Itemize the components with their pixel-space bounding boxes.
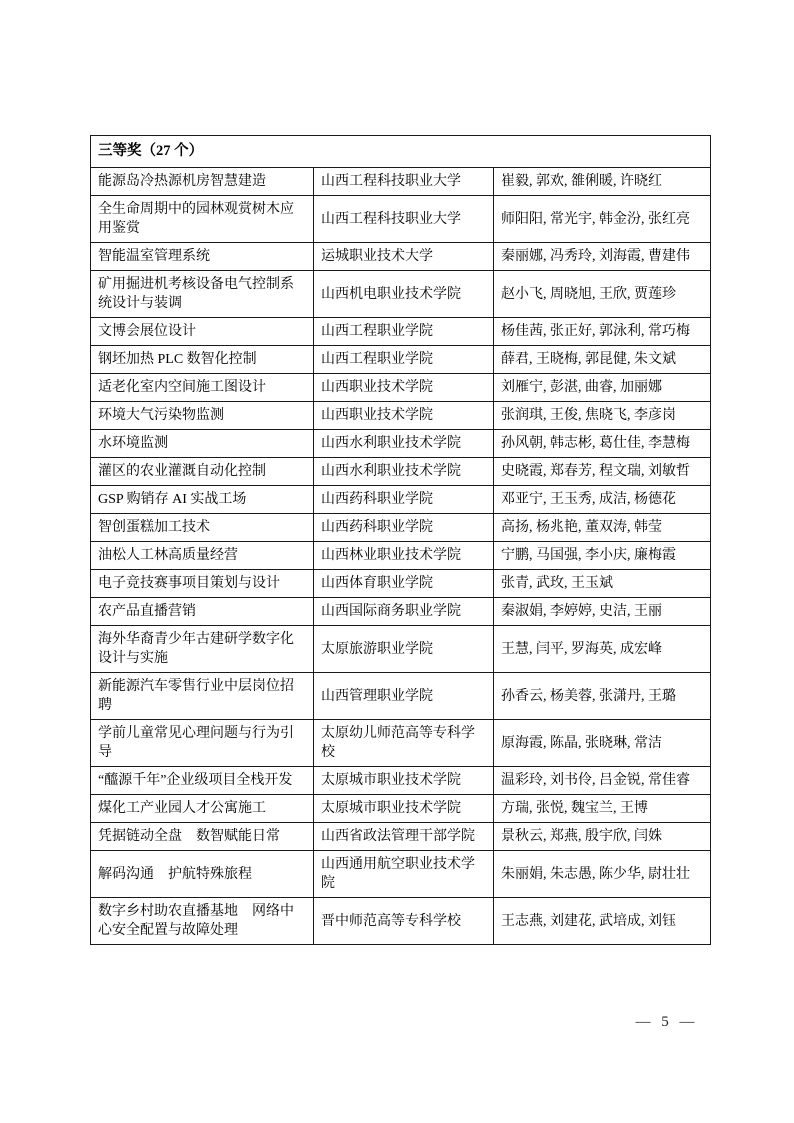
team-members-cell: 景秋云, 郑燕, 殷宇欣, 闫姝 (494, 823, 711, 851)
school-name-cell: 山西水利职业技术学院 (314, 430, 494, 458)
section-header-label: 三等奖（27 个） (91, 136, 711, 168)
school-name-cell: 山西管理职业学院 (314, 673, 494, 720)
table-row (91, 851, 711, 898)
school-name-cell: 山西职业技术学院 (314, 374, 494, 402)
table-row (91, 795, 711, 823)
school-name-cell: 太原幼儿师范高等专科学校 (314, 720, 494, 767)
project-name-cell: 智创蛋糕加工技术 (91, 514, 314, 542)
team-members-cell: 赵小飞, 周晓旭, 王欣, 贾莲珍 (494, 271, 711, 318)
table-row (91, 626, 711, 673)
project-name-cell: 智能温室管理系统 (91, 243, 314, 271)
school-name-cell: 山西体育职业学院 (314, 570, 494, 598)
table-row (91, 598, 711, 626)
school-name-cell: 山西工程科技职业大学 (314, 196, 494, 243)
table-row (91, 458, 711, 486)
project-name-cell: 解码沟通 护航特殊旅程 (91, 851, 314, 898)
section-header-row (91, 136, 711, 168)
table-row (91, 486, 711, 514)
team-members-cell: 秦淑娟, 李婷婷, 史洁, 王丽 (494, 598, 711, 626)
team-members-cell: 杨佳茜, 张正好, 郭泳利, 常巧梅 (494, 318, 711, 346)
team-members-cell: 孙香云, 杨美蓉, 张潇丹, 王璐 (494, 673, 711, 720)
project-name-cell: 油松人工林高质量经营 (91, 542, 314, 570)
team-members-cell: 师阳阳, 常光宇, 韩金汾, 张红亮 (494, 196, 711, 243)
team-members-cell: 王慧, 闫平, 罗海英, 成宏峰 (494, 626, 711, 673)
table-row (91, 430, 711, 458)
project-name-cell: 环境大气污染物监测 (91, 402, 314, 430)
team-members-cell: 朱丽娟, 朱志愚, 陈少华, 尉壮壮 (494, 851, 711, 898)
school-name-cell: 山西水利职业技术学院 (314, 458, 494, 486)
school-name-cell: 太原旅游职业学院 (314, 626, 494, 673)
award-table-body (91, 168, 711, 945)
page-number: — 5 — (635, 1014, 695, 1030)
team-members-cell: 邓亚宁, 王玉秀, 成洁, 杨德花 (494, 486, 711, 514)
project-name-cell: 农产品直播营销 (91, 598, 314, 626)
project-name-cell: 能源岛冷热源机房智慧建造 (91, 168, 314, 196)
project-name-cell: 适老化室内空间施工图设计 (91, 374, 314, 402)
table-row (91, 767, 711, 795)
project-name-cell: 矿用掘进机考核设备电气控制系统设计与装调 (91, 271, 314, 318)
team-members-cell: 张润琪, 王俊, 焦晓飞, 李彦岗 (494, 402, 711, 430)
school-name-cell: 山西职业技术学院 (314, 402, 494, 430)
table-row (91, 346, 711, 374)
team-members-cell: 温彩玲, 刘书伶, 吕金锐, 常佳睿 (494, 767, 711, 795)
project-name-cell: 凭据链动全盘 数智赋能日常 (91, 823, 314, 851)
team-members-cell: 孙风朝, 韩志彬, 葛仕佳, 李慧梅 (494, 430, 711, 458)
table-row (91, 898, 711, 945)
school-name-cell: 太原城市职业技术学院 (314, 767, 494, 795)
school-name-cell: 山西通用航空职业技术学院 (314, 851, 494, 898)
table-row (91, 374, 711, 402)
table-row (91, 168, 711, 196)
school-name-cell: 山西国际商务职业学院 (314, 598, 494, 626)
school-name-cell: 山西工程职业学院 (314, 318, 494, 346)
team-members-cell: 高扬, 杨兆艳, 董双涛, 韩莹 (494, 514, 711, 542)
table-row (91, 720, 711, 767)
project-name-cell: “醯源千年”企业级项目全栈开发 (91, 767, 314, 795)
table-row (91, 196, 711, 243)
project-name-cell: 新能源汽车零售行业中层岗位招聘 (91, 673, 314, 720)
school-name-cell: 山西工程职业学院 (314, 346, 494, 374)
school-name-cell: 山西林业职业技术学院 (314, 542, 494, 570)
table-row (91, 271, 711, 318)
team-members-cell: 王志燕, 刘建花, 武培成, 刘钰 (494, 898, 711, 945)
project-name-cell: 水环境监测 (91, 430, 314, 458)
award-table-header (91, 136, 711, 168)
team-members-cell: 宁鹏, 马国强, 李小庆, 廉梅霞 (494, 542, 711, 570)
team-members-cell: 刘雁宁, 彭湛, 曲睿, 加丽娜 (494, 374, 711, 402)
table-row (91, 318, 711, 346)
team-members-cell: 崔毅, 郭欢, 雒俐暖, 许晓红 (494, 168, 711, 196)
project-name-cell: 数字乡村助农直播基地 网络中心安全配置与故障处理 (91, 898, 314, 945)
team-members-cell: 原海霞, 陈晶, 张晓琳, 常洁 (494, 720, 711, 767)
project-name-cell: GSP 购销存 AI 实战工场 (91, 486, 314, 514)
table-row (91, 243, 711, 271)
school-name-cell: 运城职业技术大学 (314, 243, 494, 271)
team-members-cell: 方瑞, 张悦, 魏宝兰, 王博 (494, 795, 711, 823)
school-name-cell: 山西药科职业学院 (314, 514, 494, 542)
school-name-cell: 山西省政法管理干部学院 (314, 823, 494, 851)
school-name-cell: 山西工程科技职业大学 (314, 168, 494, 196)
school-name-cell: 山西机电职业技术学院 (314, 271, 494, 318)
team-members-cell: 秦丽娜, 冯秀玲, 刘海霞, 曹建伟 (494, 243, 711, 271)
project-name-cell: 灌区的农业灌溉自动化控制 (91, 458, 314, 486)
project-name-cell: 文博会展位设计 (91, 318, 314, 346)
table-row (91, 673, 711, 720)
project-name-cell: 全生命周期中的园林观赏树木应用鉴赏 (91, 196, 314, 243)
project-name-cell: 钢坯加热 PLC 数智化控制 (91, 346, 314, 374)
team-members-cell: 张青, 武玫, 王玉斌 (494, 570, 711, 598)
table-row (91, 823, 711, 851)
award-table (90, 135, 711, 945)
project-name-cell: 煤化工产业园人才公寓施工 (91, 795, 314, 823)
project-name-cell: 海外华裔青少年古建研学数字化设计与实施 (91, 626, 314, 673)
school-name-cell: 山西药科职业学院 (314, 486, 494, 514)
project-name-cell: 电子竞技赛事项目策划与设计 (91, 570, 314, 598)
table-row (91, 570, 711, 598)
school-name-cell: 太原城市职业技术学院 (314, 795, 494, 823)
team-members-cell: 薛君, 王晓梅, 郭昆健, 朱文斌 (494, 346, 711, 374)
table-row (91, 542, 711, 570)
project-name-cell: 学前儿童常见心理问题与行为引导 (91, 720, 314, 767)
team-members-cell: 史晓霞, 郑春芳, 程文瑞, 刘敏哲 (494, 458, 711, 486)
table-row (91, 402, 711, 430)
school-name-cell: 晋中师范高等专科学校 (314, 898, 494, 945)
table-row (91, 514, 711, 542)
